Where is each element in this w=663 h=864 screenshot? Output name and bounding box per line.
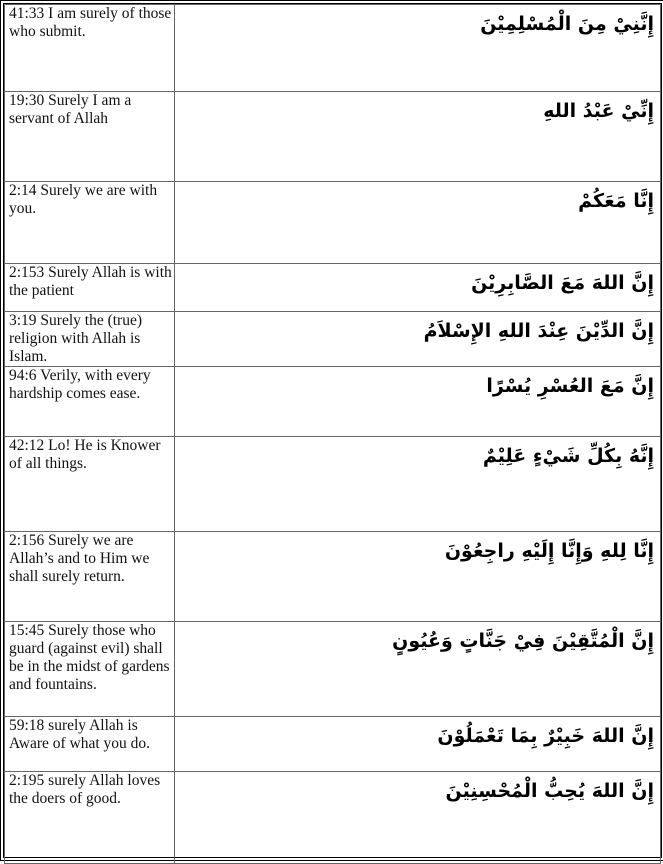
arabic-verse: إِنَّهُ بِكُلِّ شَيْءٍ عَلِيْمٌ: [175, 437, 661, 532]
arabic-verse: إِنَّا لِلهِ وَإِنَّا إِلَيْهِ راجِعُوْنَ: [175, 532, 661, 622]
table-row: [5, 367, 661, 437]
table-row: [5, 717, 661, 772]
arabic-verse: إِنَّنِيْ مِنَ الْمُسْلِمِيْنَ: [175, 5, 661, 92]
table-row: [5, 437, 661, 532]
table-row: [5, 264, 661, 312]
english-translation: 2:153 Surely Allah is with the patient: [5, 264, 175, 312]
table-row: [5, 312, 661, 367]
english-translation: 15:45 Surely those who guard (against evil) shall be in the midst of gardens and fountains.: [5, 622, 175, 717]
arabic-verse: إِنَّا مَعَكُمْ: [175, 182, 661, 264]
arabic-verse: إِنَّ الدِّيْنَ عِنْدَ اللهِ الإِسْلاَمُ: [175, 312, 661, 367]
arabic-verse: إِنَّ الْمُتَّقِيْنَ فِيْ جَنَّاتٍ وَعُيُونٍ: [175, 622, 661, 717]
table-row: [5, 532, 661, 622]
english-translation: 2:14 Surely we are with you.: [5, 182, 175, 264]
arabic-verse: إِنَّ اللهَ يُحِبُّ الْمُحْسِنِيْنَ: [175, 772, 661, 864]
table-row: [5, 92, 661, 182]
table-row: [5, 622, 661, 717]
arabic-verse: إِنِّيْ عَبْدُ اللهِ: [175, 92, 661, 182]
english-translation: 41:33 I am surely of those who submit.: [5, 5, 175, 92]
english-translation: 42:12 Lo! He is Knower of all things.: [5, 437, 175, 532]
arabic-verse: إِنَّ اللهَ مَعَ الصَّابِرِيْنَ: [175, 264, 661, 312]
table-row: [5, 5, 661, 92]
english-translation: 19:30 Surely I am a servant of Allah: [5, 92, 175, 182]
table-row: [5, 182, 661, 264]
arabic-verse: إِنَّ مَعَ العُسْرِ يُسْرًا: [175, 367, 661, 437]
verse-table: [4, 4, 661, 864]
english-translation: 2:156 Surely we are Allah’s and to Him we shall surely return.: [5, 532, 175, 622]
english-translation: 3:19 Surely the (true) religion with Allah is Islam.: [5, 312, 175, 367]
table-row: [5, 772, 661, 864]
english-translation: 59:18 surely Allah is Aware of what you do.: [5, 717, 175, 772]
arabic-verse: إِنَّ اللهَ خَبِيْرٌ بِمَا تَعْمَلُوْنَ: [175, 717, 661, 772]
english-translation: 2:195 surely Allah loves the doers of good.: [5, 772, 175, 864]
english-translation: 94:6 Verily, with every hardship comes ease.: [5, 367, 175, 437]
